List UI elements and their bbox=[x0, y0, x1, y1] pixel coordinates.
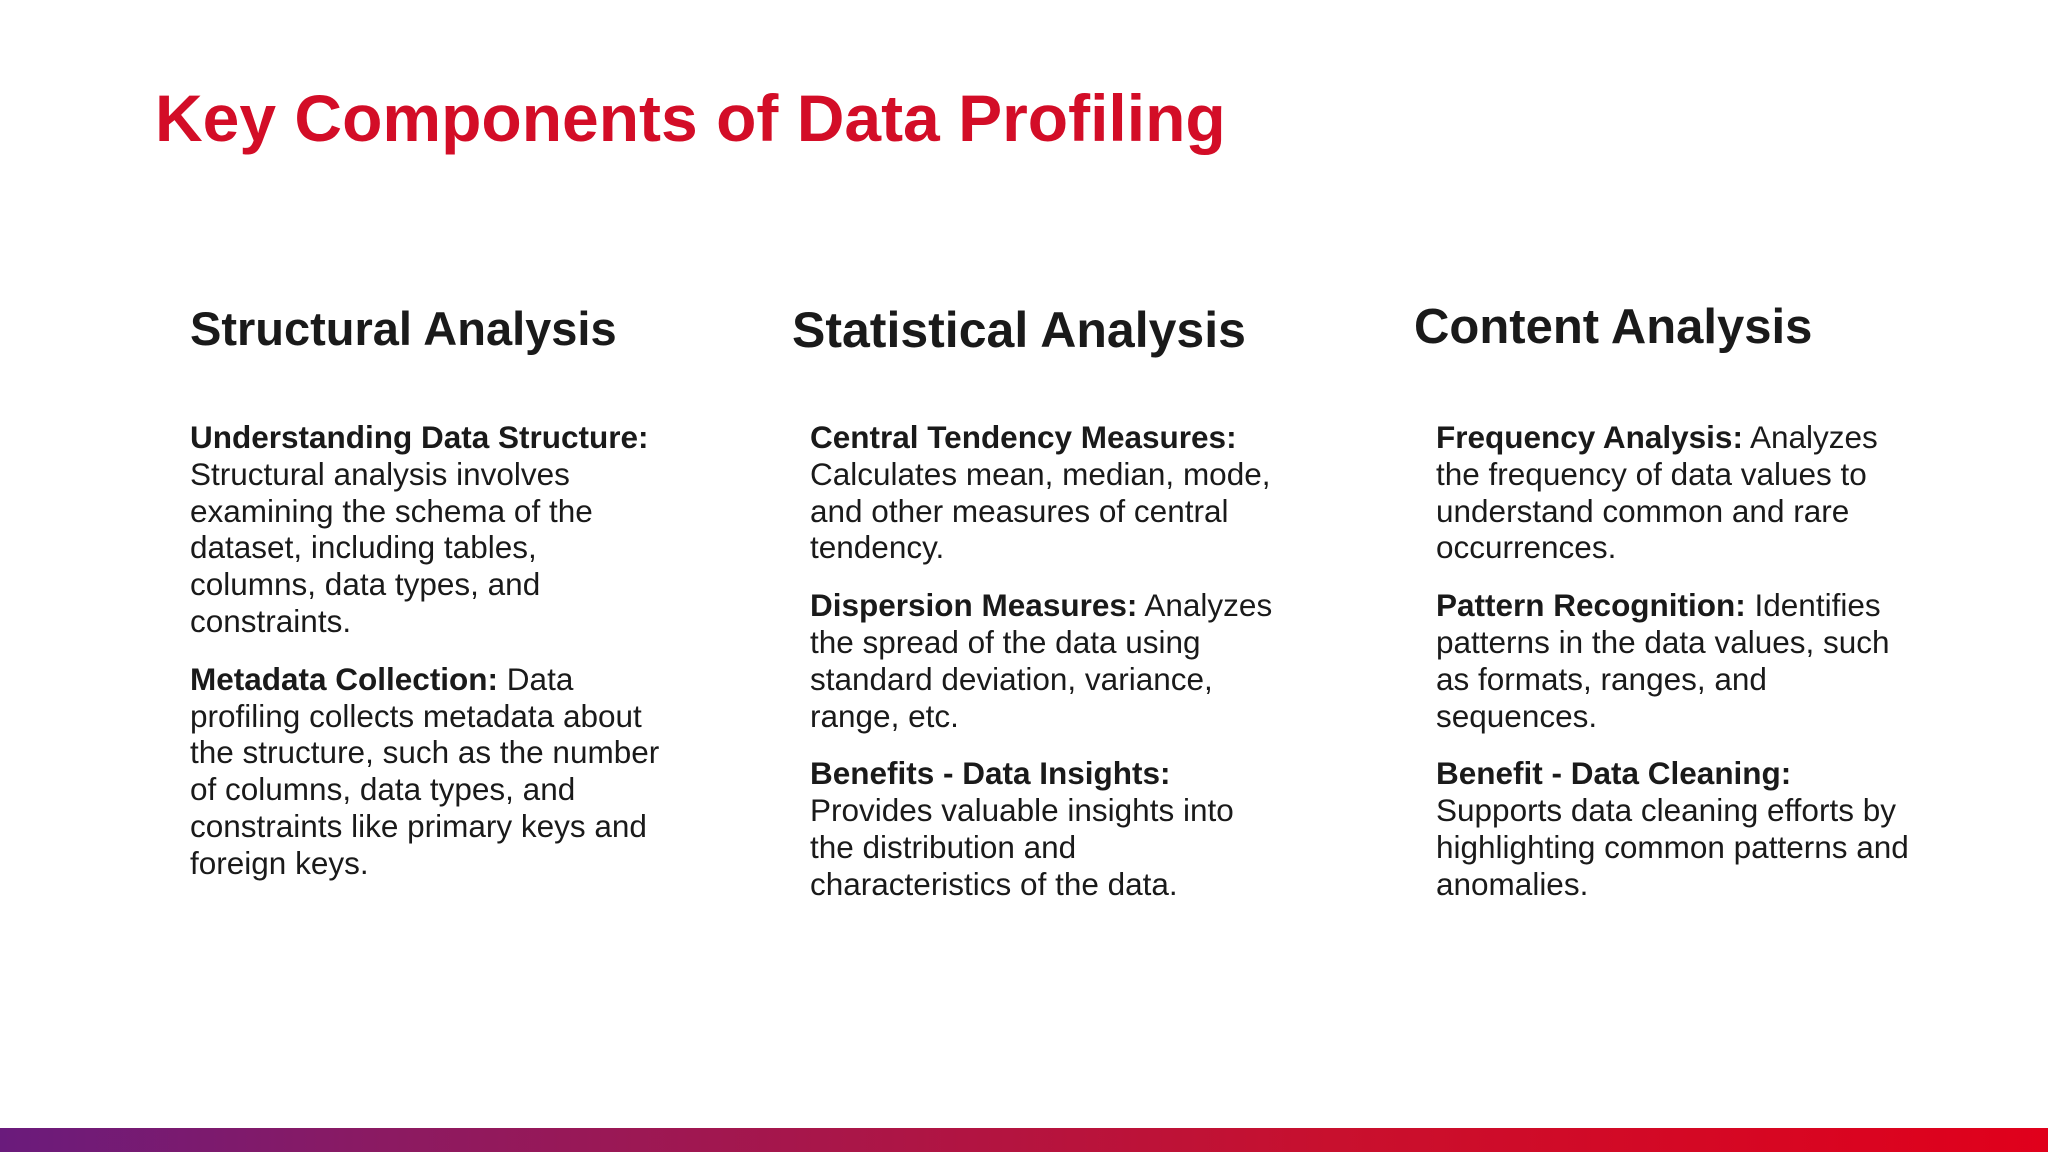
paragraph-text: Data profiling collects metadata about the structure, such as the number of columns, data types, and constraints like primary keys and foreign keys. bbox=[190, 660, 660, 881]
column-heading-structural-analysis: Structural Analysis bbox=[190, 302, 617, 355]
paragraph-lead: Benefit - Data Cleaning: bbox=[1436, 755, 1792, 792]
paragraph-text: Calculates mean, median, mode, and other measures of central tendency. bbox=[810, 455, 1271, 566]
paragraph-lead: Central Tendency Measures: bbox=[810, 419, 1237, 455]
paragraph-text: Provides valuable insights into the distribution and characteristics of the data. bbox=[810, 792, 1234, 902]
paragraph-text: Identifies patterns in the data values, such as formats, ranges, and sequences. bbox=[1436, 587, 1890, 734]
paragraph-text: Analyzes the frequency of data values to understand common and rare occurrences. bbox=[1436, 419, 1878, 566]
column-body-statistical-analysis bbox=[810, 419, 1280, 924]
paragraph-text: Analyzes the spread of the data using standard deviation, variance, range, etc. bbox=[810, 587, 1273, 734]
paragraph-lead: Metadata Collection: bbox=[190, 660, 499, 697]
paragraph-lead: Benefits - Data Insights: bbox=[810, 755, 1171, 792]
column-heading-statistical-analysis: Statistical Analysis bbox=[792, 302, 1246, 358]
paragraph-lead: Understanding Data Structure: bbox=[190, 419, 649, 455]
paragraph-lead: Frequency Analysis: bbox=[1436, 419, 1743, 455]
paragraph-dispersion-measures bbox=[810, 587, 1280, 734]
column-body-content-analysis bbox=[1436, 419, 1916, 924]
column-body-structural-analysis bbox=[190, 419, 670, 903]
paragraph-pattern-recognition bbox=[1436, 587, 1916, 734]
bottom-gradient-bar bbox=[0, 1128, 2048, 1152]
paragraph-text: Structural analysis involves examining the schema of the dataset, including tables, columns, data types, and constraints. bbox=[190, 455, 593, 639]
paragraph-central-tendency-measures bbox=[810, 419, 1280, 566]
paragraph-metadata-collection bbox=[190, 661, 670, 882]
paragraph-frequency-analysis bbox=[1436, 419, 1916, 566]
column-heading-content-analysis: Content Analysis bbox=[1414, 300, 1813, 354]
paragraph-benefits-data-insights bbox=[810, 755, 1280, 902]
slide-title: Key Components of Data Profiling bbox=[155, 81, 1226, 155]
paragraph-lead: Pattern Recognition: bbox=[1436, 587, 1746, 624]
paragraph-text: Supports data cleaning efforts by highlighting common patterns and anomalies. bbox=[1436, 792, 1909, 902]
paragraph-lead: Dispersion Measures: bbox=[810, 587, 1138, 624]
paragraph-understanding-data-structure bbox=[190, 419, 670, 640]
paragraph-benefit-data-cleaning bbox=[1436, 755, 1916, 902]
